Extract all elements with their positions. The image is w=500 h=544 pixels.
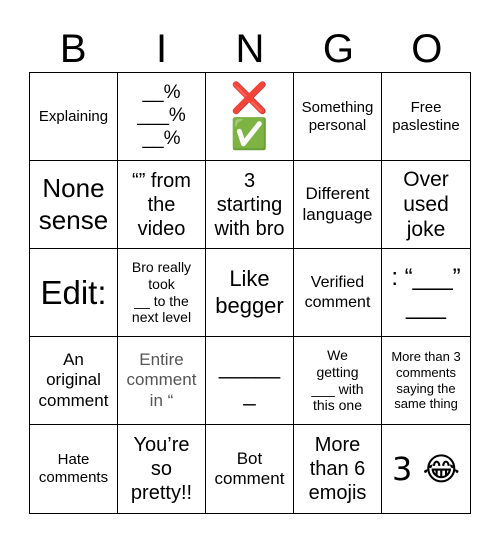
cell-label: Bro really took __ to the next level xyxy=(131,258,192,326)
bingo-cell-r4c2[interactable] xyxy=(118,337,206,425)
cell-label: __% ___% __% xyxy=(137,82,186,149)
cell-label: Explaining xyxy=(38,107,109,125)
bingo-cell-r4c1[interactable] xyxy=(30,337,118,425)
bingo-cell-r3c3[interactable] xyxy=(206,249,294,337)
cell-label: We getting ___ with this one xyxy=(311,346,364,414)
bingo-cell-r4c3[interactable] xyxy=(206,337,294,425)
bingo-cell-r2c4[interactable] xyxy=(294,161,382,249)
cell-label: Edit: xyxy=(40,273,107,311)
header-letter-n: N xyxy=(235,27,265,71)
header-letter-i: I xyxy=(156,27,168,71)
cell-label: Something personal xyxy=(301,98,374,134)
bingo-cell-r4c4[interactable] xyxy=(294,337,382,425)
bingo-cell-r3c4[interactable] xyxy=(294,249,382,337)
bingo-cell-r1c4[interactable] xyxy=(294,73,382,161)
bingo-cell-r4c5[interactable] xyxy=(382,337,470,425)
bingo-cell-r1c5[interactable] xyxy=(382,73,470,161)
bingo-cell-r5c2[interactable] xyxy=(118,425,206,513)
bingo-cell-r2c3[interactable] xyxy=(206,161,294,249)
cell-label: More than 6 emojis xyxy=(308,434,367,504)
bingo-header xyxy=(29,26,471,72)
bingo-cell-r1c2[interactable] xyxy=(118,73,206,161)
bingo-cell-r5c4[interactable] xyxy=(294,425,382,513)
cell-label: “” from the video xyxy=(132,169,191,240)
bingo-board xyxy=(29,72,471,514)
header-letter-b: B xyxy=(59,27,87,71)
cell-label: Like begger xyxy=(215,266,284,318)
bingo-cell-r2c5[interactable] xyxy=(382,161,470,249)
bingo-cell-r1c1[interactable] xyxy=(30,73,118,161)
header-letter-o: O xyxy=(411,27,443,71)
cell-label: : “___” ___ xyxy=(391,263,461,320)
cell-label: Over used joke xyxy=(403,167,449,242)
cell-label: 3 😂 xyxy=(392,449,460,488)
cell-label: An original comment xyxy=(38,349,109,410)
bingo-cell-r5c5[interactable] xyxy=(382,425,470,513)
bingo-cell-r3c1[interactable] xyxy=(30,249,118,337)
cell-label: Bot comment xyxy=(214,448,285,488)
cell-label: 3 starting with bro xyxy=(214,169,285,240)
bingo-cell-r3c5[interactable] xyxy=(382,249,470,337)
bingo-cell-r2c1[interactable] xyxy=(30,161,118,249)
cell-label: You’re so pretty!! xyxy=(130,434,193,504)
bingo-cell-r5c3[interactable] xyxy=(206,425,294,513)
cell-label: Free paslestine xyxy=(392,98,460,134)
bingo-cell-r1c3[interactable] xyxy=(206,73,294,161)
bingo-cell-r2c2[interactable] xyxy=(118,161,206,249)
cell-label: _____ _ xyxy=(218,354,281,406)
cell-label: ❌ ✅ xyxy=(230,80,269,152)
cell-label: None sense xyxy=(38,173,109,235)
cell-label: Entire comment in “ xyxy=(126,349,197,410)
header-letter-g: G xyxy=(322,27,354,71)
bingo-cell-r5c1[interactable] xyxy=(30,425,118,513)
cell-label: Different language xyxy=(302,184,373,224)
cell-label: More than 3 comments saying the same thing xyxy=(391,349,461,412)
cell-label: Hate comments xyxy=(38,451,109,486)
bingo-cell-r3c2[interactable] xyxy=(118,249,206,337)
cell-label: Verified comment xyxy=(304,274,371,311)
